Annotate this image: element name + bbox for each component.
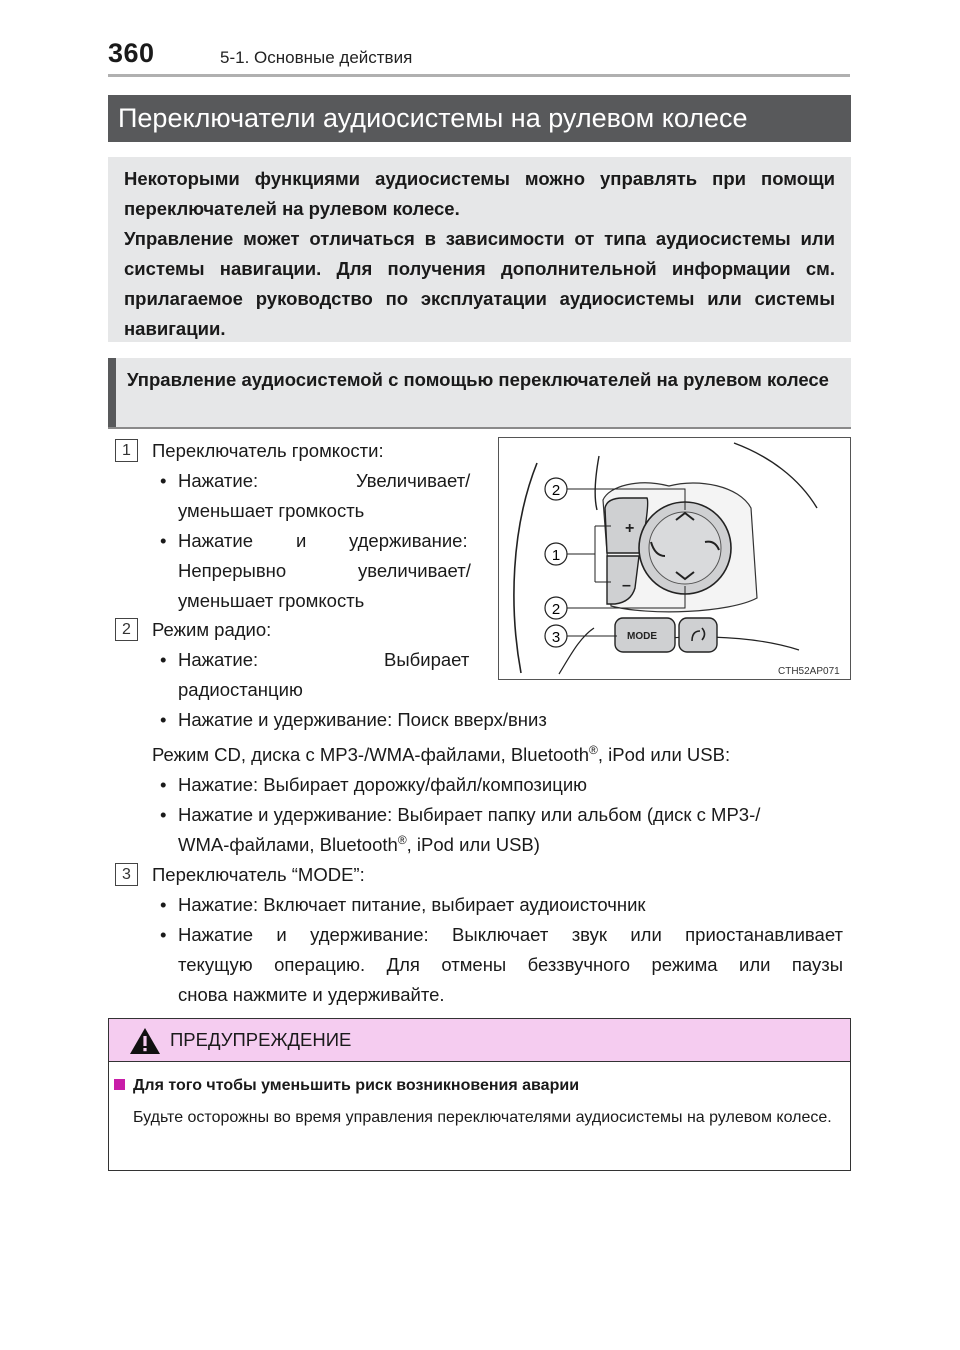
item-2-hold: Нажатие и удерживание: Поиск вверх/вниз (178, 709, 547, 730)
bullet: • (160, 470, 167, 491)
wheel-spoke-line (595, 456, 599, 510)
page-header (108, 38, 850, 80)
warning-header (109, 1019, 850, 1062)
item-number-2: 2 (115, 618, 138, 641)
item-1-press-b: Увеличивает/ (356, 470, 471, 491)
round-control-center (649, 512, 721, 584)
item-3-hold-3: снова нажмите и удерживайте. (178, 984, 445, 1005)
item-1-hold-e: увеличивает/ (358, 560, 471, 581)
bullet: • (160, 530, 167, 551)
registered-mark: ® (589, 742, 598, 757)
item-3-press: Нажатие: Включает питание, выбирает аудиоисточник (178, 894, 646, 915)
leader-line (565, 526, 611, 582)
item-2-heading: Режим радио: (152, 619, 272, 640)
item-2-cd-hold-2 (178, 830, 540, 860)
mode-label: MODE (627, 631, 657, 642)
intro-paragraph-1: Некоторыми функциями аудиосистемы можно управлять при помощи переключателей на рулевом колесе. (124, 168, 835, 219)
item-1-press-a: Нажатие: (178, 470, 259, 491)
subheading-accent (108, 358, 116, 427)
voice-key (679, 618, 717, 652)
warning-box (108, 1018, 851, 1171)
minus-sign: – (622, 577, 631, 594)
section-title: Переключатели аудиосистемы на рулевом колесе (118, 103, 748, 133)
bullet: • (160, 649, 167, 670)
item-3-hold-2: текущую операцию. Для отмены беззвучного режима или паузы (178, 954, 843, 975)
item-3-heading: Переключатель “MODE”: (152, 864, 365, 885)
figure-code: CTH52AP071 (778, 666, 840, 677)
item-2-press-a: Нажатие: (178, 649, 259, 670)
steering-switch-illustration (499, 438, 850, 679)
item-2-mode-line (152, 740, 730, 770)
callout-number: 1 (551, 547, 561, 564)
item-2-cd-press: Нажатие: Выбирает дорожку/файл/композицию (178, 774, 588, 795)
item-1-heading: Переключатель громкости: (152, 440, 384, 461)
item-1-hold-b: и (296, 530, 307, 551)
warning-triangle-icon (129, 1027, 161, 1055)
subheading: Управление аудиосистемой с помощью переключателей на рулевом колесе (127, 369, 829, 390)
warning-subtitle: Для того чтобы уменьшить риск возникновения аварии (133, 1077, 580, 1094)
item-1-press-c: уменьшает громкость (178, 500, 365, 521)
callout-number: 2 (551, 601, 561, 618)
magenta-square-icon (114, 1079, 125, 1090)
item-3-hold-1: Нажатие и удерживание: Выключает звук или приостанавливает (178, 924, 843, 945)
item-1-hold-c: удерживание: (349, 530, 468, 551)
callout-number: 3 (551, 629, 561, 646)
item-2-cd-hold-1: Нажатие и удерживание: Выбирает папку или альбом (диск с MP3-/ (178, 804, 761, 825)
wheel-top-line (734, 443, 817, 508)
item-2-mode-prefix: Режим CD, диска с MP3-/WMA-файлами, Bluetooth (152, 744, 590, 765)
chapter-title: 5-1. Основные действия (220, 48, 413, 67)
bullet: • (160, 894, 167, 915)
steering-switch-figure (498, 437, 851, 680)
intro-box (108, 157, 851, 342)
bullet: • (160, 709, 167, 730)
warning-title: ПРЕДУПРЕЖДЕНИЕ (170, 1029, 352, 1050)
item-1-hold-a: Нажатие (178, 530, 254, 551)
bullet: • (160, 924, 167, 945)
item-number-1: 1 (115, 439, 138, 462)
item-1-hold-d: Непрерывно (178, 560, 287, 581)
warning-subtitle-line (114, 1077, 579, 1095)
page-number: 360 (108, 38, 155, 68)
item-2-press-b: Выбирает (384, 649, 470, 670)
item-2-mode-suffix: , iPod или USB: (597, 744, 731, 765)
wheel-rim-line (514, 463, 537, 673)
item-1-hold-f: уменьшает громкость (178, 590, 365, 611)
intro-paragraph-2: Управление может отличаться в зависимости от типа аудиосистемы или системы навигации. Для получения дополнительной информации см. прилагаемое руководство по эксплуатации аудиосистемы или системы навигации. (124, 228, 835, 339)
registered-mark: ® (397, 832, 407, 847)
warning-text: Будьте осторожны во время управления переключателями аудиосистемы на рулевом колесе. (133, 1109, 832, 1126)
item-number-3: 3 (115, 863, 138, 886)
callout-number: 2 (551, 482, 561, 499)
bullet: • (160, 774, 167, 795)
bullet: • (160, 804, 167, 825)
section-title-bar (108, 95, 851, 142)
item-2-cd-hold-2-prefix: WMA-файлами, Bluetooth (178, 834, 398, 855)
plus-sign: + (625, 520, 635, 537)
item-2-cd-hold-2-suffix: , iPod или USB) (406, 834, 540, 855)
header-rule (108, 74, 850, 77)
subheading-bar (108, 358, 851, 429)
item-2-press-c: радиостанцию (178, 679, 303, 700)
